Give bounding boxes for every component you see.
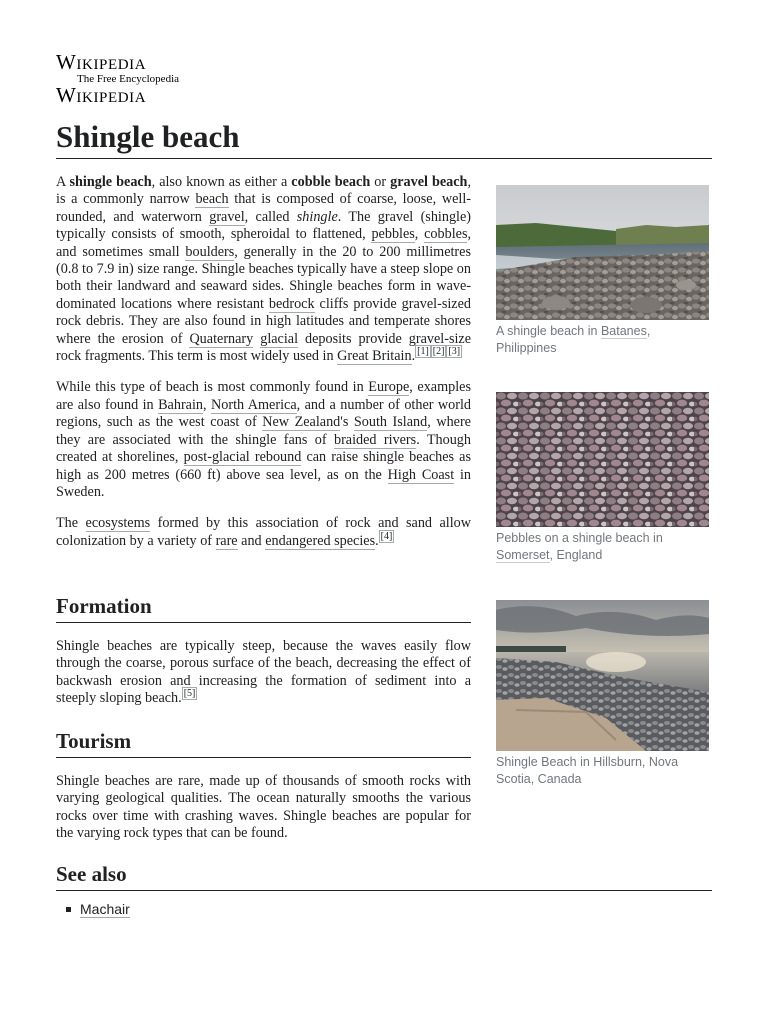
photo-hillsburn-illustration: [496, 600, 709, 751]
logo-tagline: The Free Encyclopedia: [77, 73, 180, 85]
tourism-paragraph: Shingle beaches are rare, made up of thousands of smooth rocks with varying geological qualities. The ocean naturally smooths the various rocks over time with crashing waves. Shingle beaches are popular for the varying rock types that can be found.: [56, 773, 471, 842]
article-intro: [56, 174, 471, 564]
section-heading-tourism: Tourism: [56, 728, 471, 758]
section-heading-formation: Formation: [56, 593, 471, 623]
link-high-coast[interactable]: High Coast: [387, 466, 455, 483]
wikipedia-logo[interactable]: [56, 52, 179, 106]
figure-caption: Pebbles on a shingle beach in Somerset, England: [496, 531, 663, 562]
intro-paragraph-2: While this type of beach is most commonly found in Europe, examples are also found in Bahrain, North America, and a number of other world regions, such as the west coast of New Zealand's South Island, where they are associated with the shingle fans of braided rivers. Though created at shorelines, post-glacial rebound can raise shingle beaches as high as 200 metres (660 ft) above sea level, as on the High Coast in Sweden.: [56, 379, 472, 500]
ref-3[interactable]: [3]: [448, 346, 461, 358]
link-boulders[interactable]: boulders: [185, 243, 235, 260]
link-post-glacial-rebound[interactable]: post-glacial rebound: [183, 449, 302, 466]
logo-wordmark-secondary: Wikipedia: [56, 83, 147, 107]
link-somerset[interactable]: Somerset: [496, 548, 550, 562]
link-europe[interactable]: Europe: [368, 379, 410, 396]
link-beach[interactable]: beach: [195, 191, 229, 208]
link-machair[interactable]: Machair: [80, 901, 130, 917]
link-cobbles[interactable]: cobbles: [424, 226, 468, 243]
intro-paragraph-3: The ecosystems formed by this association of rock and sand allow colonization by a variety of rare and endangered species. [4]: [56, 515, 471, 549]
link-pebbles[interactable]: pebbles: [371, 226, 415, 243]
intro-paragraph-1: A shingle beach, also known as either a cobble beach or gravel beach, is a commonly narrow beach that is composed of coarse, loose, well-rounded, and waterworn gravel, called shingle. The gravel (shingle) typically consists of smooth, spheroidal to flattened, pebbles, cobbles, and sometimes small boulders, generally in the 20 to 200 millimetres (0.8 to 7.9 in) size range. Shingle beaches typically have a steep slope on both their landward and seaward sides. Shingle beaches form in wave-dominated locations where resistant bedrock cliffs provide gravel-sized rock debris. They are also found in high latitudes and temperate shores where the erosion of Quaternary glacial deposits provide gravel-size rock fragments. This term is most widely used in Great Britain. [1] [2] [3]: [56, 174, 472, 365]
link-bahrain[interactable]: Bahrain: [158, 396, 204, 413]
section-tourism-body: [56, 773, 471, 843]
figure-caption: Shingle Beach in Hillsburn, Nova Scotia, Canada: [496, 755, 679, 786]
ref-4[interactable]: [4]: [380, 530, 393, 542]
see-also-list: [56, 900, 130, 918]
figure-hillsburn: [496, 600, 709, 788]
ref-1[interactable]: [1]: [417, 346, 429, 358]
link-gravel[interactable]: gravel: [209, 208, 245, 225]
photo-shingle-beach-hillsburn[interactable]: [496, 600, 709, 751]
list-item: [56, 900, 130, 918]
logo-wordmark: Wikipedia: [56, 50, 147, 74]
figure-somerset: [496, 392, 709, 564]
link-great-britain[interactable]: Great Britain: [337, 348, 412, 365]
photo-shingle-beach-batanes[interactable]: [496, 185, 709, 320]
ref-2[interactable]: [2]: [432, 346, 445, 358]
link-bedrock[interactable]: bedrock: [268, 295, 315, 312]
link-north-america[interactable]: North America: [211, 396, 297, 413]
photo-pebbles-somerset[interactable]: [496, 392, 709, 527]
photo-batanes-illustration: [496, 185, 709, 320]
photo-somerset-illustration: [496, 392, 709, 527]
section-heading-see-also: See also: [56, 861, 712, 891]
link-ecosystems[interactable]: ecosystems: [85, 515, 151, 532]
figure-batanes: [496, 185, 709, 357]
link-new-zealand[interactable]: New Zealand: [262, 414, 341, 431]
link-braided-rivers[interactable]: braided rivers: [333, 431, 417, 448]
link-glacial[interactable]: glacial: [260, 330, 299, 347]
section-formation-body: [56, 638, 471, 708]
link-quaternary[interactable]: Quaternary: [189, 330, 254, 347]
ref-5[interactable]: [5]: [183, 688, 196, 700]
link-rare[interactable]: rare: [215, 532, 238, 549]
link-south-island[interactable]: South Island: [353, 414, 428, 431]
link-endangered-species[interactable]: endangered species: [265, 532, 376, 549]
link-batanes[interactable]: Batanes: [600, 324, 647, 338]
page-title: Shingle beach: [56, 118, 712, 159]
figure-caption: A shingle beach in Batanes, Philippines: [496, 324, 651, 355]
formation-paragraph: Shingle beaches are typically steep, because the waves easily flow through the coarse, porous surface of the beach, decreasing the effect of backwash erosion and increasing the formation of sediment into a steeply sloping beach. [5]: [56, 638, 471, 707]
